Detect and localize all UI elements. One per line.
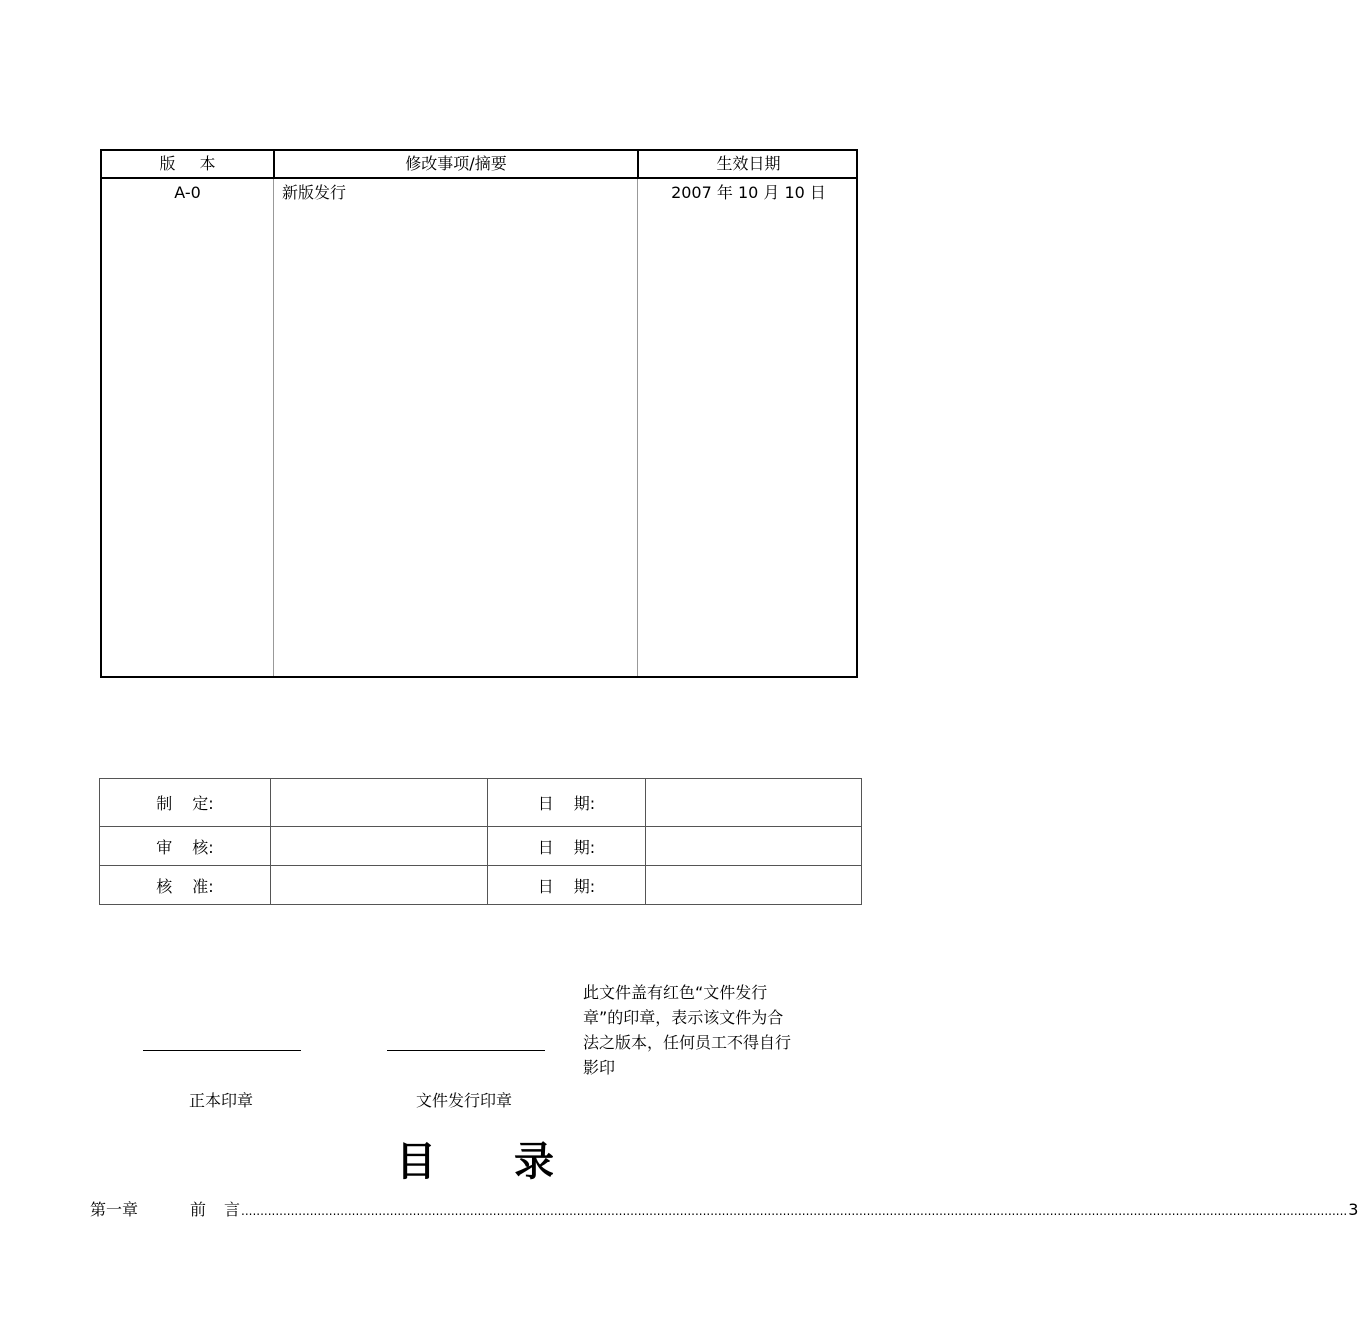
prepared-date-label: 日 期:: [488, 779, 646, 827]
toc-title: 目 录: [396, 1139, 554, 1185]
toc-dot-leader: ..................................................................................................................................................................................................................................................................................................: [241, 1204, 1348, 1218]
stamp-note: 此文件盖有红色“文件发行章”的印章，表示该文件为合法之版本，任何员工不得自行影印: [583, 983, 792, 1077]
approved-date-value: [646, 866, 862, 905]
reviewed-date-value: [646, 827, 862, 866]
signoff-row-reviewed: [100, 827, 862, 866]
row-effective-date: 2007 年 10 月 10 日: [671, 183, 826, 202]
reviewed-value: [271, 827, 488, 866]
prepared-label: 制 定:: [100, 779, 271, 827]
row-summary: 新版发行: [282, 183, 347, 202]
toc-entry-title: 前 言: [190, 1200, 241, 1219]
toc-page-number: 3: [1348, 1200, 1358, 1219]
header-effective-date: 生效日期: [716, 154, 781, 173]
row-version: A-0: [174, 183, 201, 202]
signoff-table: [99, 778, 862, 905]
header-version: 版 本: [159, 154, 216, 173]
reviewed-date-label: 日 期:: [488, 827, 646, 866]
signoff-row-approved: [100, 866, 862, 905]
prepared-value: [271, 779, 488, 827]
issue-stamp-line: [387, 1050, 545, 1051]
approved-value: [271, 866, 488, 905]
issue-stamp-label: 文件发行印章: [416, 1091, 513, 1110]
signoff-row-prepared: [100, 779, 862, 827]
toc-chapter: 第一章: [90, 1200, 139, 1219]
reviewed-label: 审 核:: [100, 827, 271, 866]
original-stamp-line: [143, 1050, 301, 1051]
revision-table: [100, 149, 858, 678]
toc-entry[interactable]: [90, 1198, 1358, 1222]
original-stamp-label: 正本印章: [189, 1091, 254, 1110]
approved-label: 核 准:: [100, 866, 271, 905]
revision-table-header: [102, 151, 856, 179]
prepared-date-value: [646, 779, 862, 827]
header-summary: 修改事项/摘要: [405, 154, 507, 173]
approved-date-label: 日 期:: [488, 866, 646, 905]
